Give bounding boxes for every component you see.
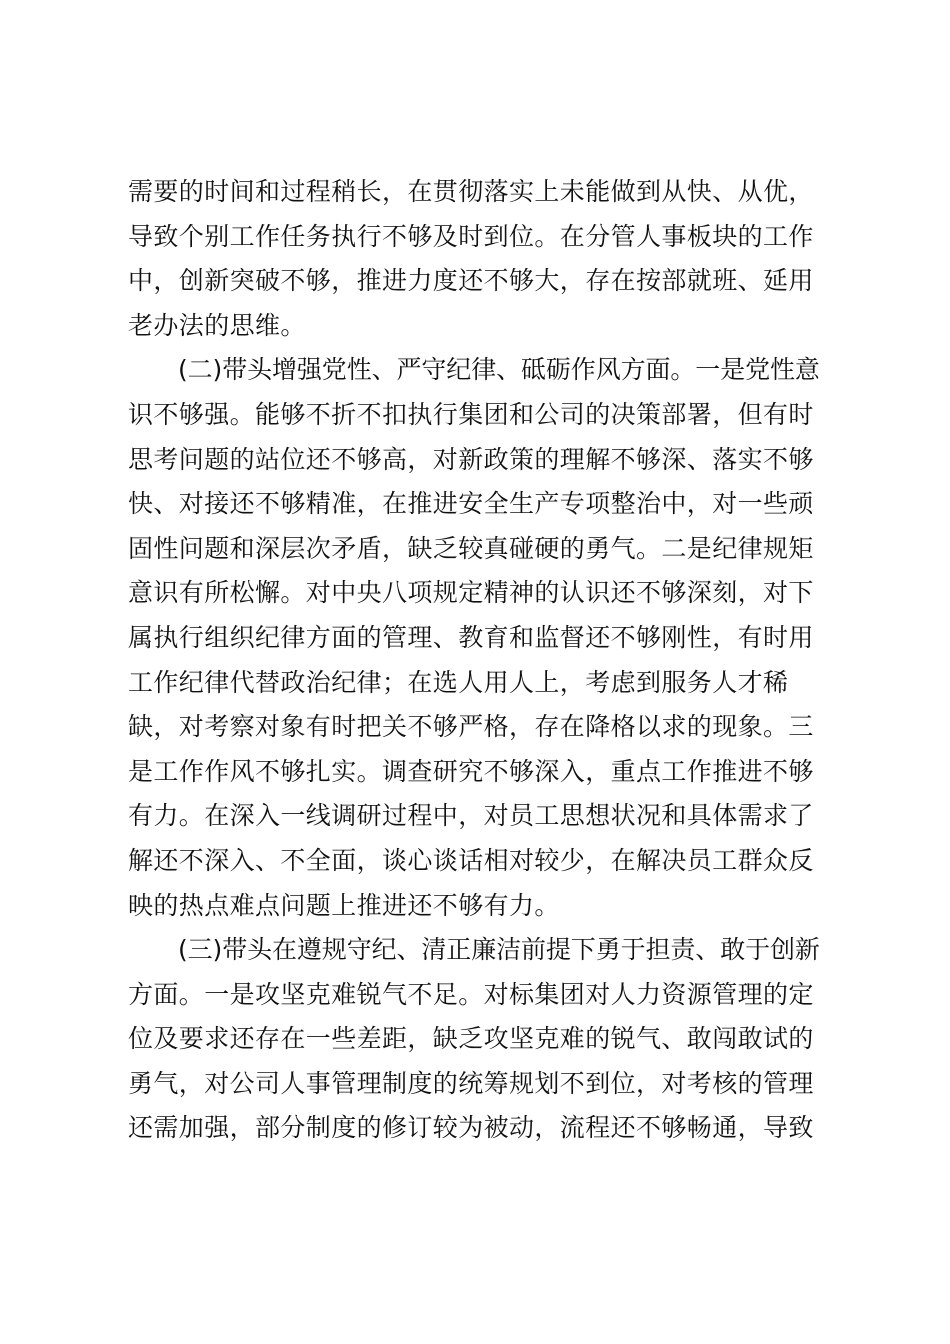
text-line: 位及要求还存在一些差距，缺乏攻坚克难的锐气、敢闯敢试的 [128, 1024, 814, 1054]
text-line: 工作纪律代替政治纪律；在选人用人上，考虑到服务人才稀 [128, 667, 789, 697]
text-line: 固性问题和深层次矛盾，缺乏较真碰硬的勇气。二是纪律规矩 [128, 533, 814, 563]
text-line: 解还不深入、不全面，谈心谈话相对较少，在解决员工群众反 [128, 845, 814, 875]
text-line: 属执行组织纪律方面的管理、教育和监督还不够刚性，有时用 [128, 622, 814, 652]
paragraph-continuation [128, 170, 820, 348]
text-line: 缺，对考察对象有时把关不够严格，存在降格以求的现象。三 [128, 712, 814, 742]
text-line: (三)带头在遵规守纪、清正廉洁前提下勇于担责、敢于创新 [178, 935, 820, 965]
paragraph-section-three [128, 928, 820, 1151]
text-line: 快、对接还不够精准，在推进安全生产专项整治中，对一些顽 [128, 489, 814, 519]
text-line: 需要的时间和过程稍长，在贯彻落实上未能做到从快、从优， [128, 177, 814, 206]
text-line: 勇气，对公司人事管理制度的统筹规划不到位，对考核的管理 [128, 1068, 814, 1098]
text-line: 映的热点难点问题上推进还不够有力。 [128, 890, 560, 920]
text-line: 导致个别工作任务执行不够及时到位。在分管人事板块的工作 [128, 221, 814, 251]
text-line: 老办法的思维。 [128, 310, 306, 340]
text-line: 有力。在深入一线调研过程中，对员工思想状况和具体需求了 [128, 801, 814, 831]
text-line: 还需加强，部分制度的修订较为被动，流程还不够畅通，导致 [128, 1113, 814, 1143]
text-line: 是工作作风不够扎实。调查研究不够深入，重点工作推进不够 [128, 756, 814, 786]
text-line: 思考问题的站位还不够高，对新政策的理解不够深、落实不够 [128, 444, 814, 474]
text-line: 识不够强。能够不折不扣执行集团和公司的决策部署，但有时 [128, 399, 814, 429]
text-line: 中，创新突破不够，推进力度还不够大，存在按部就班、延用 [128, 266, 814, 296]
paragraph-section-two [128, 348, 820, 928]
text-line: 意识有所松懈。对中央八项规定精神的认识还不够深刻，对下 [128, 578, 814, 608]
body-text [128, 170, 820, 1151]
text-line: (二)带头增强党性、严守纪律、砥砺作风方面。一是党性意 [178, 355, 820, 385]
text-line: 方面。一是攻坚克难锐气不足。对标集团对人力资源管理的定 [128, 979, 814, 1009]
